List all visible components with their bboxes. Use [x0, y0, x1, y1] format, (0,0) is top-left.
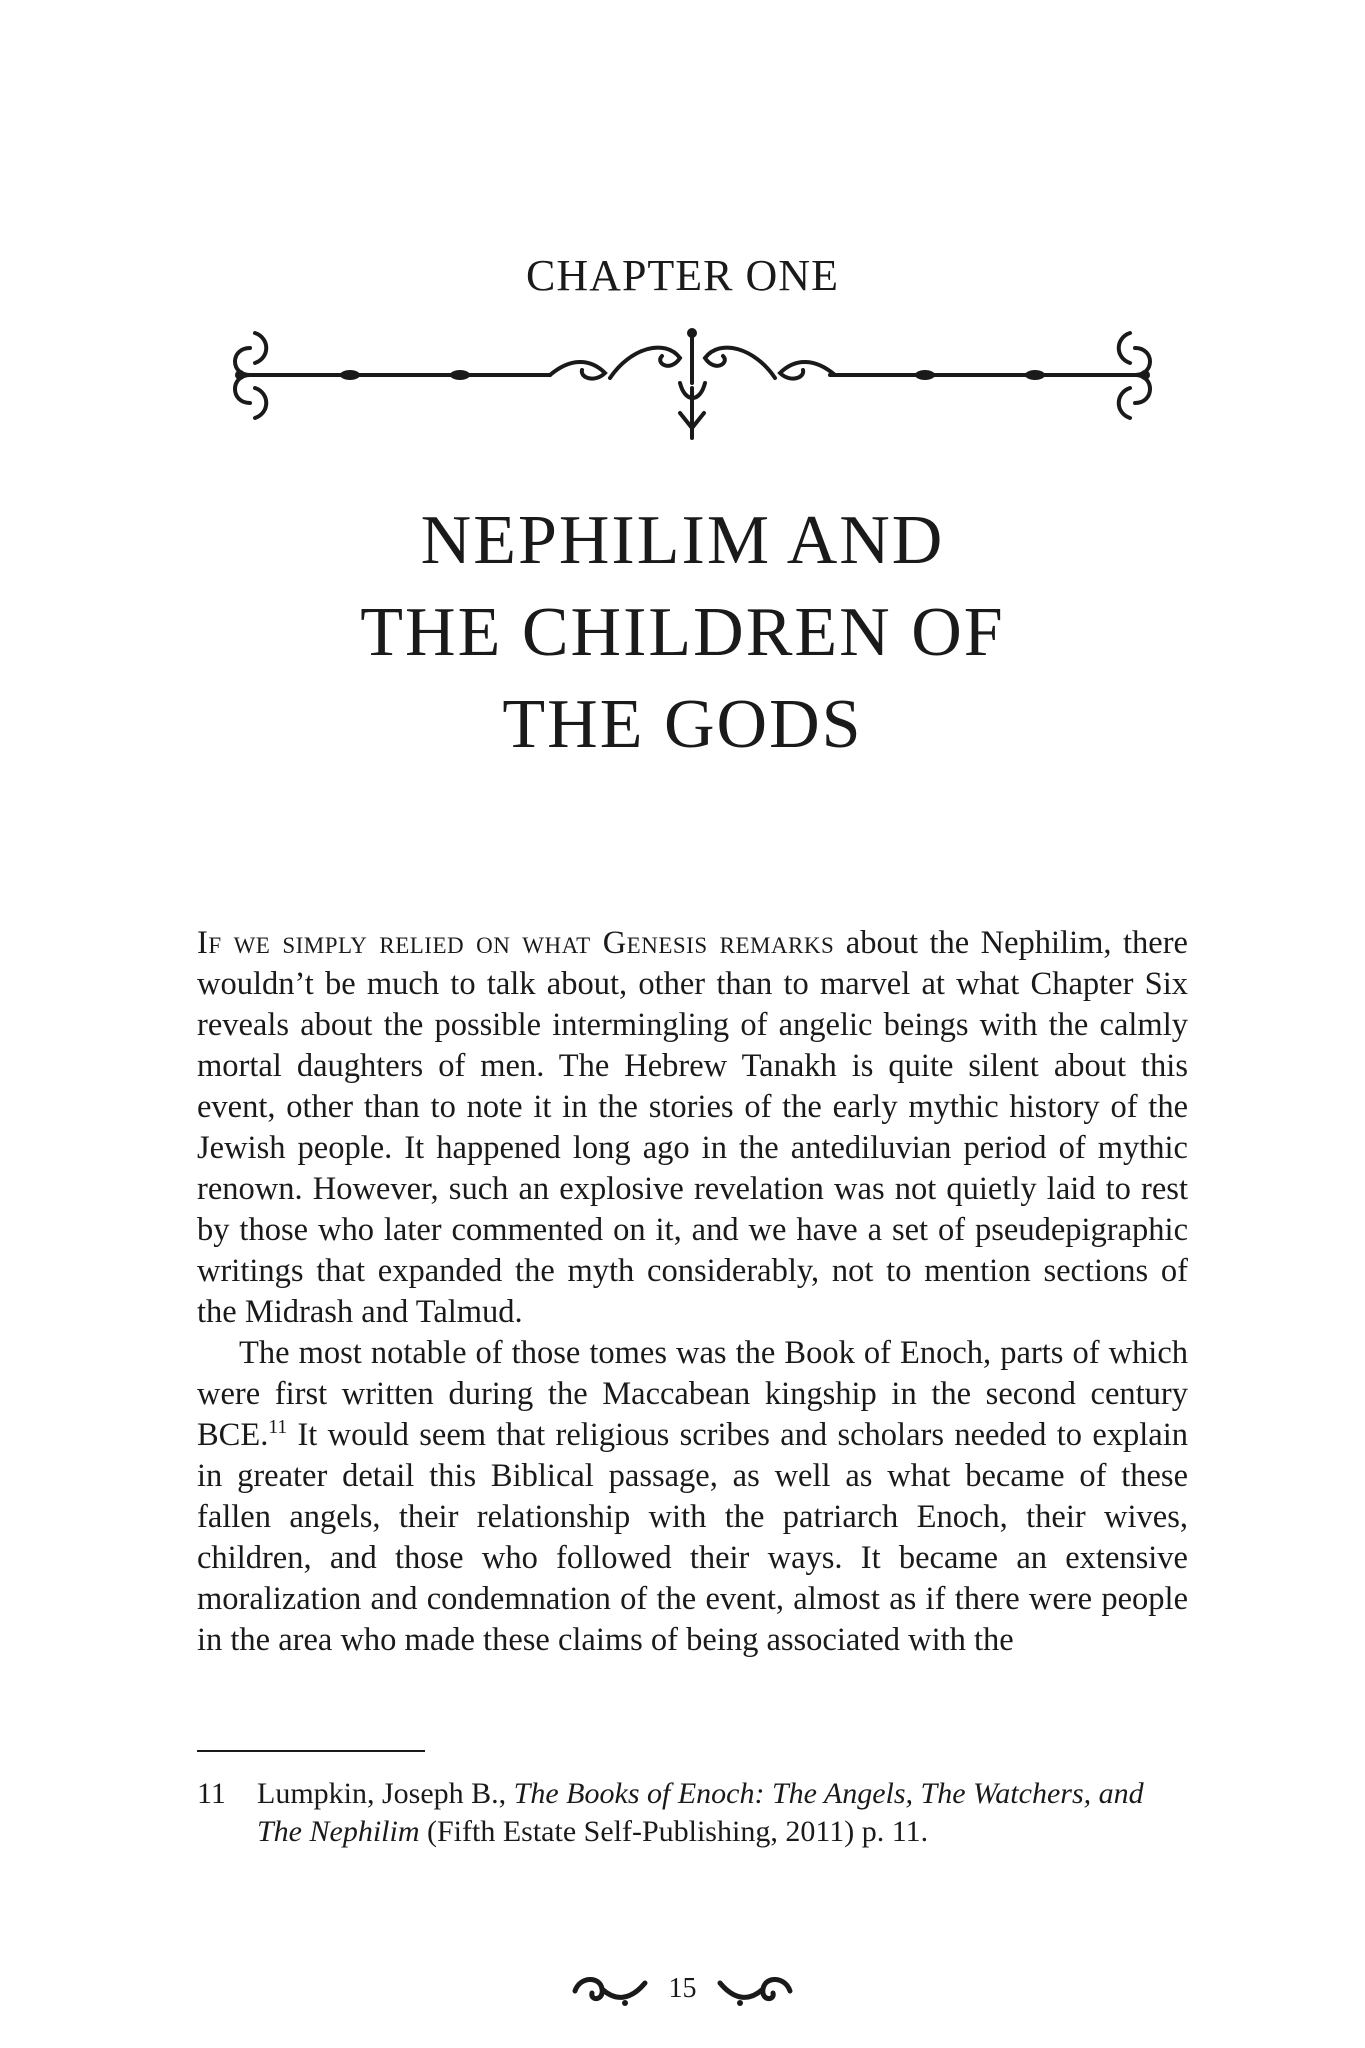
footnote-publication: (Fifth Estate Self-Publishing, 2011) p. 11. — [419, 1815, 929, 1848]
footnote-text — [257, 1775, 1188, 1851]
page-footer — [0, 1965, 1365, 2015]
chapter-title — [0, 495, 1365, 771]
paragraph-2-text-a: The most notable of those tomes was the Book of Enoch, parts of which were first written during the Maccabean kingship in the second century BCE. — [197, 1335, 1188, 1453]
footnote — [197, 1775, 1188, 1851]
footnote-reference[interactable]: 11 — [268, 1417, 288, 1439]
footnote-book-title: The Books of Enoch: The Angels, The Watchers, and The Nephilim — [257, 1777, 1144, 1848]
flourish-divider-ornament — [210, 318, 1175, 468]
right-swirl-ornament — [715, 1971, 795, 2011]
footnote-number: 11 — [197, 1777, 226, 1810]
paragraph-2-text-b: It would seem that religious scribes and scholars needed to explain in greater detail this Biblical passage, as well as what became of these fallen angels, their relationship with the patriarch Enoch, their wives, children, and those who followed their ways. It became an extensive moralization and condemnation of the event, almost as if there were people in the area who made these claims of being associated with the — [197, 1417, 1188, 1658]
chapter-title-line-2: THE CHILDREN OF — [360, 594, 1005, 671]
body-text — [197, 923, 1188, 1661]
paragraph-1 — [197, 923, 1188, 1333]
chapter-label: CHAPTER ONE — [526, 251, 839, 300]
chapter-title-line-3: THE GODS — [502, 686, 863, 763]
chapter-title-line-1: NEPHILIM AND — [420, 502, 945, 579]
paragraph-2 — [197, 1333, 1188, 1661]
paragraph-1-text: about the Nephilim, there wouldn’t be much to talk about, other than to marvel at what Chapter Six reveals about the possible intermingling of angelic beings with the calmly mortal daughters of men. The Hebrew Tanakh is quite silent about this event, other than to note it in the stories of the early mythic history of the Jewish people. It happened long ago in the antediluvian period of mythic renown. However, such an explosive revelation was not quietly laid to rest by those who later commented on it, and we have a set of pseudepigraphic writings that expanded the myth considerably, not to mention sections of the Midrash and Talmud. — [197, 925, 1188, 1330]
page-number: 15 — [668, 1973, 697, 2004]
paragraph-lead-in: If we simply relied on what Genesis remarks — [197, 925, 835, 961]
footnote-separator — [197, 1750, 425, 1752]
footnote-author: Lumpkin, Joseph B., — [257, 1777, 514, 1810]
